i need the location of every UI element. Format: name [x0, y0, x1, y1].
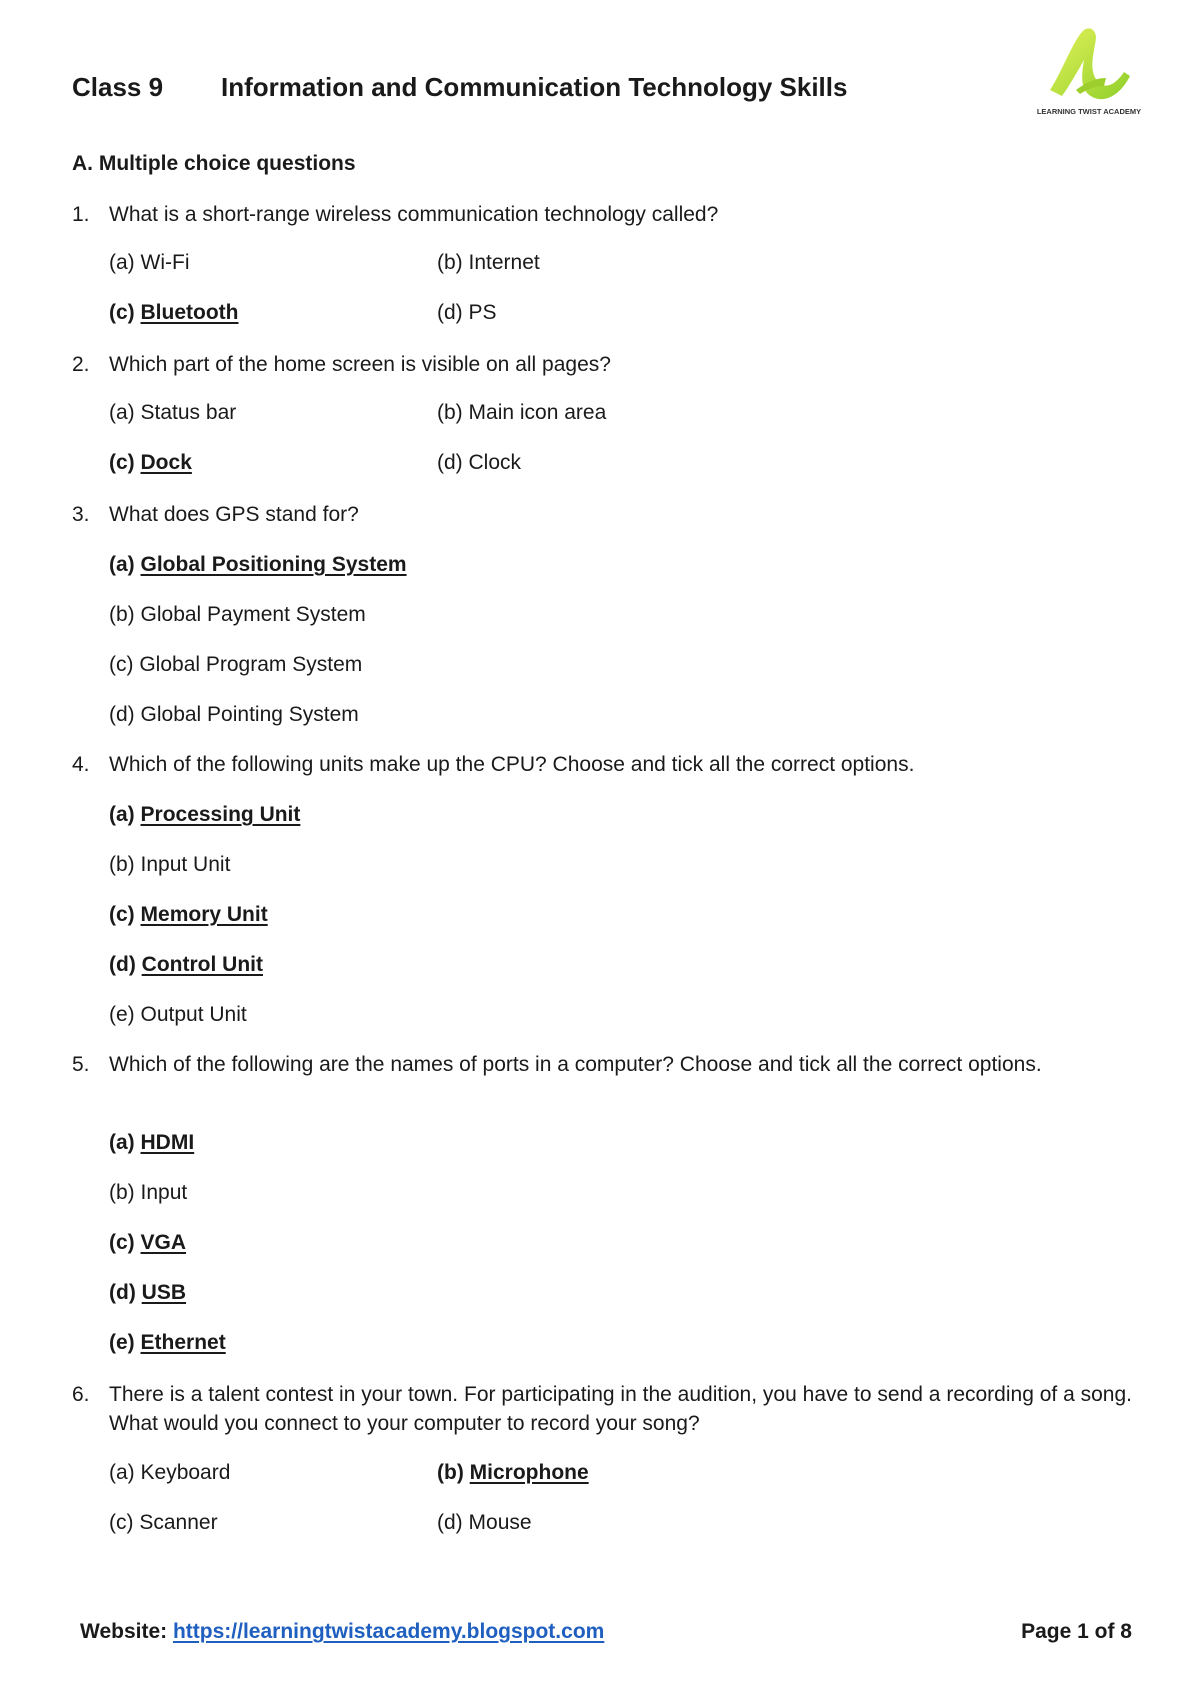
- q6-option-d[interactable]: (d) Mouse: [437, 1511, 532, 1534]
- q5-option-d-correct[interactable]: (d) USB: [109, 1281, 187, 1304]
- q4-option-e[interactable]: (e) Output Unit: [109, 1003, 247, 1026]
- document-title: Information and Communication Technology Skills: [221, 72, 848, 102]
- q1-option-a[interactable]: (a) Wi-Fi: [109, 251, 190, 274]
- q4-option-b[interactable]: (b) Input Unit: [109, 853, 231, 876]
- class-label: Class 9: [72, 72, 164, 102]
- question-2: [72, 350, 1132, 379]
- question-5: [72, 1050, 1132, 1079]
- question-text: Which of the following units make up the CPU? Choose and tick all the correct options.: [109, 753, 915, 776]
- question-4: [72, 750, 1132, 779]
- website-label: Website:: [80, 1620, 168, 1643]
- q5-option-a-correct[interactable]: (a) HDMI: [109, 1131, 195, 1154]
- q5-option-e-correct[interactable]: (e) Ethernet: [109, 1331, 226, 1354]
- q6-option-b-correct[interactable]: (b) Microphone: [437, 1461, 589, 1484]
- q1-option-d[interactable]: (d) PS: [437, 301, 497, 324]
- q2-option-c-correct[interactable]: (c) Dock: [109, 451, 192, 474]
- q6-option-a[interactable]: (a) Keyboard: [109, 1461, 231, 1484]
- question-number: 2.: [72, 353, 90, 376]
- q3-option-b[interactable]: (b) Global Payment System: [109, 603, 366, 626]
- q1-option-b[interactable]: (b) Internet: [437, 251, 540, 274]
- q5-option-b[interactable]: (b) Input: [109, 1181, 188, 1204]
- question-6: [72, 1380, 1132, 1438]
- question-number: 1.: [72, 203, 90, 226]
- question-text: Which part of the home screen is visible on all pages?: [109, 353, 611, 376]
- q1-option-c-correct[interactable]: (c) Bluetooth: [109, 301, 239, 324]
- question-number: 3.: [72, 503, 90, 526]
- q2-option-a[interactable]: (a) Status bar: [109, 401, 237, 424]
- question-text: Which of the following are the names of ports in a computer? Choose and tick all the correct options.: [109, 1053, 1042, 1076]
- academy-logo: [1028, 24, 1150, 120]
- question-number: 4.: [72, 753, 90, 776]
- page-header: [72, 72, 1132, 122]
- page-footer: [80, 1620, 1132, 1644]
- section-heading: A. Multiple choice questions: [72, 152, 356, 175]
- question-text: What does GPS stand for?: [109, 503, 359, 526]
- question-text: What is a short-range wireless communication technology called?: [109, 203, 719, 226]
- q6-option-c[interactable]: (c) Scanner: [109, 1511, 218, 1534]
- question-number: 5.: [72, 1053, 90, 1076]
- logo-text: LEARNING TWIST ACADEMY: [1036, 107, 1142, 116]
- q3-option-c[interactable]: (c) Global Program System: [109, 653, 363, 676]
- question-number: 6.: [72, 1383, 90, 1406]
- q5-option-c-correct[interactable]: (c) VGA: [109, 1231, 187, 1254]
- q4-option-a-correct[interactable]: (a) Processing Unit: [109, 803, 301, 826]
- question-text: There is a talent contest in your town. For participating in the audition, you have to send a recording of a song. What would you connect to your computer to record your song?: [109, 1383, 1132, 1435]
- q3-option-a-correct[interactable]: (a) Global Positioning System: [109, 553, 407, 576]
- q4-option-d-correct[interactable]: (d) Control Unit: [109, 953, 263, 976]
- website-link[interactable]: https://learningtwistacademy.blogspot.com: [172, 1620, 605, 1643]
- question-1: [72, 200, 1132, 229]
- q2-option-d[interactable]: (d) Clock: [437, 451, 522, 474]
- q4-option-c-correct[interactable]: (c) Memory Unit: [109, 903, 268, 926]
- q2-option-b[interactable]: (b) Main icon area: [437, 401, 607, 424]
- page-number: Page 1 of 8: [1021, 1620, 1132, 1643]
- q3-option-d[interactable]: (d) Global Pointing System: [109, 703, 359, 726]
- question-3: [72, 500, 1132, 529]
